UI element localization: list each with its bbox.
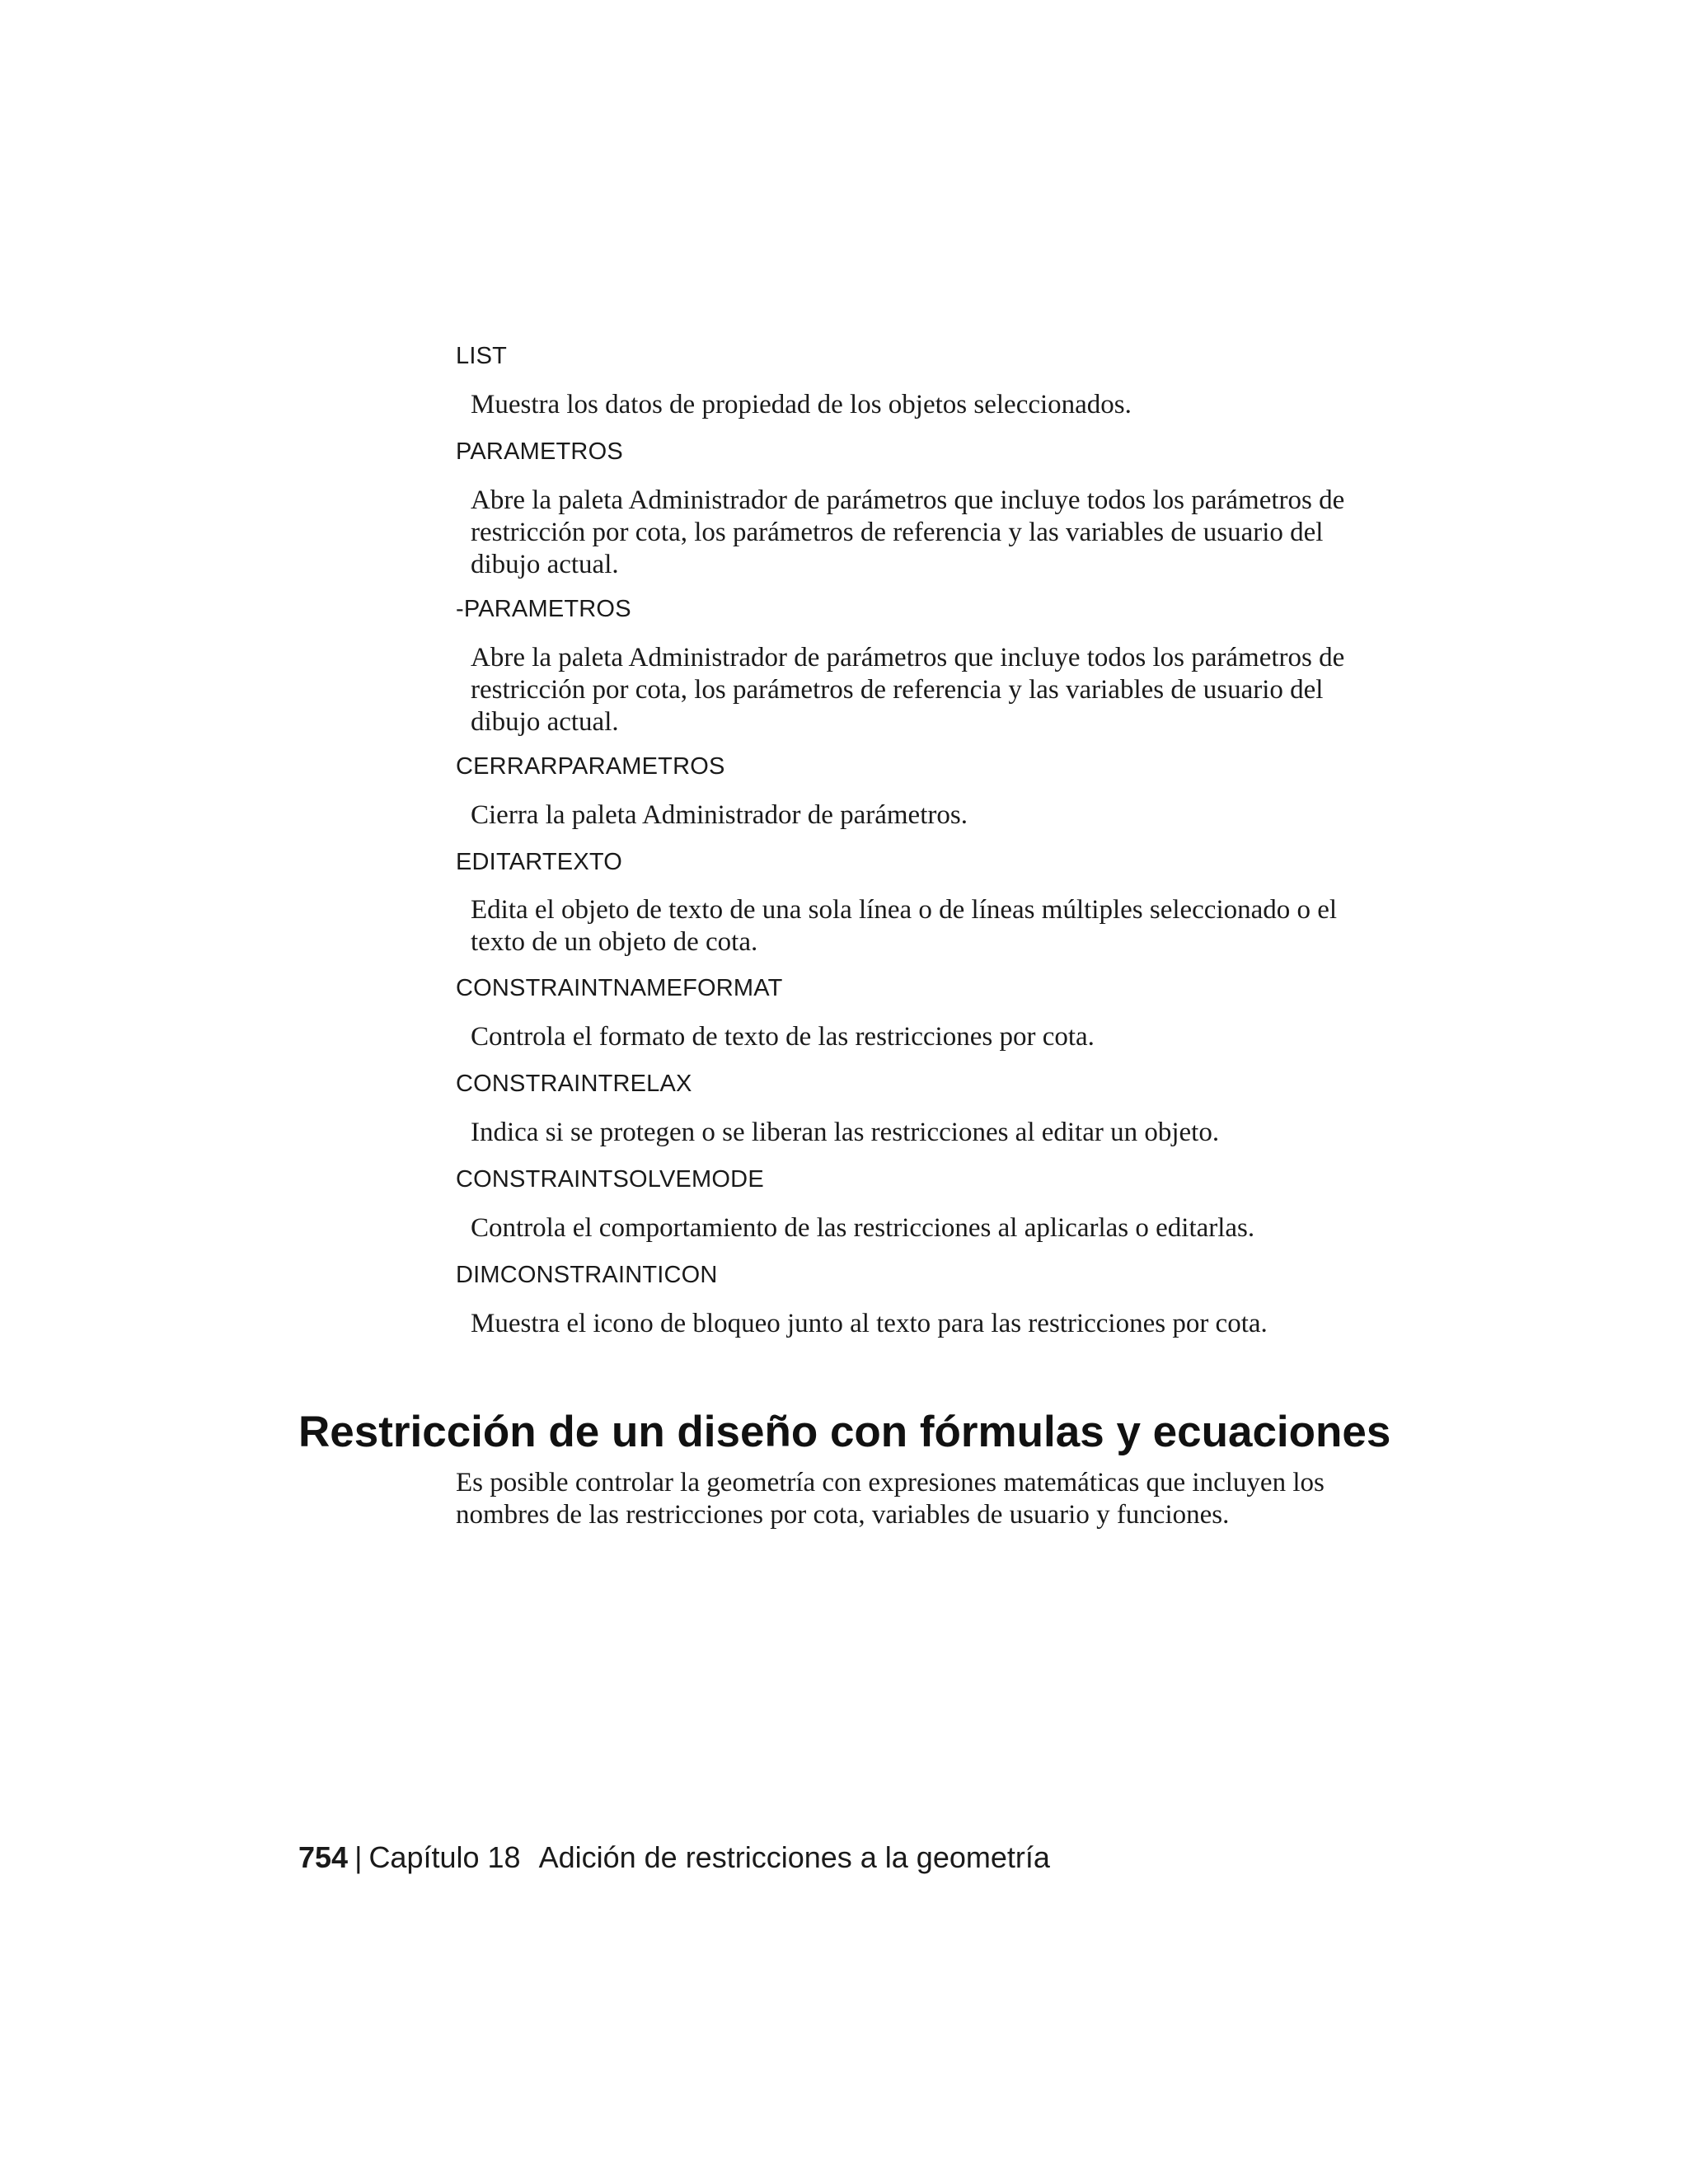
command-term: -PARAMETROS: [456, 596, 631, 622]
command-description: Abre la paleta Administrador de parámetros que incluye todos los parámetros de restricción por cota, los parámetros de referencia y las variables de usuario del dibujo actual.: [471, 643, 1345, 737]
command-term: PARAMETROS: [456, 438, 623, 465]
command-term: LIST: [456, 343, 508, 369]
command-description: Edita el objeto de texto de una sola línea o de líneas múltiples seleccionado o el texto de un objeto de cota.: [471, 895, 1338, 957]
command-description: Muestra el icono de bloqueo junto al texto para las restricciones por cota.: [471, 1309, 1268, 1338]
command-description: Cierra la paleta Administrador de parámetros.: [471, 800, 968, 830]
footer-separator: |: [354, 1840, 363, 1874]
command-term: CERRARPARAMETROS: [456, 753, 725, 780]
command-description: Controla el comportamiento de las restricciones al aplicarlas o editarlas.: [471, 1213, 1255, 1243]
command-description: Abre la paleta Administrador de parámetros que incluye todos los parámetros de restricción por cota, los parámetros de referencia y las variables de usuario del dibujo actual.: [471, 485, 1345, 579]
command-term: CONSTRAINTNAMEFORMAT: [456, 975, 783, 1001]
command-description: Controla el formato de texto de las restricciones por cota.: [471, 1022, 1095, 1052]
command-term: DIMCONSTRAINTICON: [456, 1262, 718, 1288]
section-heading: Restricción de un diseño con fórmulas y ecuaciones: [298, 1408, 1391, 1456]
command-term: CONSTRAINTRELAX: [456, 1071, 692, 1097]
section-paragraph: Es posible controlar la geometría con expresiones matemáticas que incluyen los nombres de las restricciones por cota, variables de usuario y funciones.: [456, 1468, 1325, 1530]
page-number: 754: [298, 1840, 349, 1874]
command-description: Indica si se protegen o se liberan las restricciones al editar un objeto.: [471, 1118, 1220, 1147]
command-term: CONSTRAINTSOLVEMODE: [456, 1166, 764, 1193]
chapter-title: Adición de restricciones a la geometría: [538, 1840, 1050, 1874]
command-term: EDITARTEXTO: [456, 849, 623, 875]
chapter-label: Capítulo 18: [368, 1840, 521, 1874]
command-description: Muestra los datos de propiedad de los objetos seleccionados.: [471, 390, 1132, 419]
page-footer: [298, 1840, 1050, 1876]
